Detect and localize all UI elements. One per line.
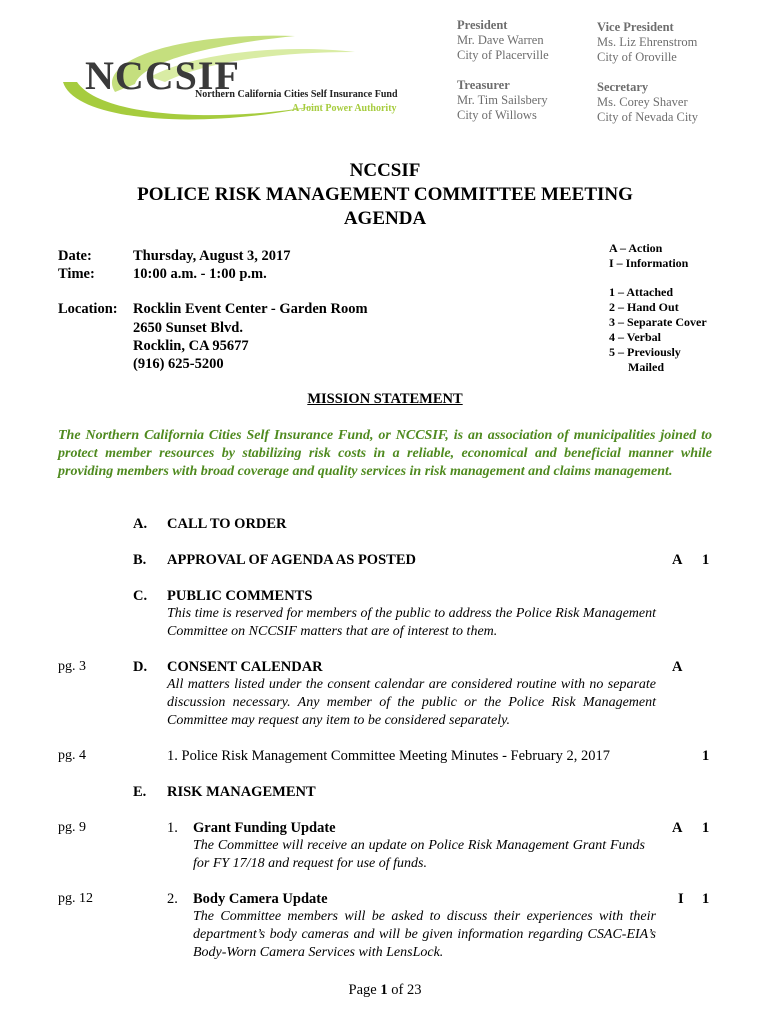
time-value: 10:00 a.m. - 1:00 p.m. — [133, 266, 267, 282]
legend-codes — [609, 241, 707, 375]
footer-page-of: of — [391, 982, 404, 998]
logo-tagline: A Joint Power Authority — [292, 103, 397, 114]
page-footer — [0, 982, 770, 999]
agenda-subitem-minutes: 1. Police Risk Management Committee Meeting Minutes - February 2, 2017 — [167, 748, 610, 764]
location-label: Location: — [58, 301, 118, 317]
officer-name: Mr. Tim Sailsbery — [457, 93, 548, 107]
agenda-desc: This time is reserved for members of the public to address the Police Risk Management Committee on NCCSIF matters that are of interest to them. — [167, 606, 656, 639]
legend-information: I – Information — [609, 256, 689, 270]
officer-city: City of Placerville — [457, 48, 549, 62]
agenda-attach-code: 1 — [702, 820, 710, 836]
logo-wordmark: NCCSIF — [85, 53, 240, 98]
location-address2: Rocklin, CA 95677 — [133, 338, 249, 354]
officer-secretary — [597, 80, 698, 125]
legend-hand-out: 2 – Hand Out — [609, 300, 679, 314]
agenda-type-code: A — [672, 820, 683, 836]
officer-name: Mr. Dave Warren — [457, 33, 544, 47]
agenda-letter: E. — [133, 784, 147, 800]
legend-mailed: Mailed — [628, 360, 664, 374]
time-label: Time: — [58, 266, 95, 282]
page-ref: pg. 12 — [58, 891, 93, 906]
officer-city: City of Nevada City — [597, 110, 699, 124]
agenda-letter: C. — [133, 588, 148, 604]
agenda-desc: All matters listed under the consent calendar are considered routine with no separate discussion necessary. Any member of the public or the Police Risk Management Committee may request any item to be considered separately. — [167, 677, 656, 728]
officer-role: Vice President — [597, 20, 674, 34]
officer-vice-president — [597, 20, 697, 65]
officer-name: Ms. Liz Ehrenstrom — [597, 35, 698, 49]
doc-title-org: NCCSIF — [349, 160, 421, 181]
agenda-attach-code: 1 — [702, 552, 710, 568]
agenda-subitem-grant-funding: Grant Funding Update — [193, 820, 336, 836]
officer-role: Treasurer — [457, 78, 510, 92]
logo-full-name: Northern California Cities Self Insurance Fund — [195, 89, 398, 100]
agenda-title-risk-management: RISK MANAGEMENT — [167, 784, 316, 800]
officer-city: City of Willows — [457, 108, 537, 122]
doc-title-agenda: AGENDA — [343, 208, 427, 229]
date-label: Date: — [58, 248, 92, 264]
agenda-subitem-body-camera: Body Camera Update — [193, 891, 328, 907]
officer-role: Secretary — [597, 80, 649, 94]
agenda-attach-code: 1 — [702, 748, 710, 764]
officer-president — [457, 18, 549, 63]
legend-action: A – Action — [609, 241, 663, 255]
agenda-desc: The Committee will receive an update on Police Risk Management Grant Funds for FY 17/18 and request for use of funds. — [193, 838, 645, 871]
footer-page-total: 23 — [406, 982, 422, 998]
agenda-title-public-comments: PUBLIC COMMENTS — [167, 588, 313, 604]
mission-text: The Northern California Cities Self Insurance Fund, or NCCSIF, is an association of municipalities joined to protect member resources by stabilizing risk costs in a reliable, economical and beneficial manner while providing members with broad coverage and quality services in risk management and claims management. — [58, 428, 712, 479]
agenda-letter: D. — [133, 659, 148, 675]
agenda-type-code: A — [672, 659, 683, 675]
date-value: Thursday, August 3, 2017 — [133, 248, 291, 264]
location-phone: (916) 625-5200 — [133, 356, 224, 372]
agenda-letter: A. — [133, 516, 148, 532]
nccsif-logo — [55, 22, 405, 132]
page-ref: pg. 4 — [58, 748, 86, 763]
mission-heading: MISSION STATEMENT — [307, 391, 463, 407]
legend-previously: 5 – Previously — [609, 345, 681, 359]
agenda-type-code: I — [678, 891, 684, 907]
agenda-title-consent: CONSENT CALENDAR — [167, 659, 323, 675]
page-ref: pg. 3 — [58, 659, 86, 674]
location-address1: 2650 Sunset Blvd. — [133, 320, 243, 336]
agenda-desc: The Committee members will be asked to discuss their experiences with their department’s body cameras and will be given information regarding CSAC-EIA’s Body-Worn Camera Services with LensLock. — [193, 909, 656, 960]
footer-page-num: 1 — [380, 982, 388, 998]
legend-verbal: 4 – Verbal — [609, 330, 662, 344]
footer-page-prefix: Page — [348, 982, 377, 998]
legend-attached: 1 – Attached — [609, 285, 673, 299]
agenda-title-call-to-order: CALL TO ORDER — [167, 516, 287, 532]
officer-name: Ms. Corey Shaver — [597, 95, 688, 109]
doc-title-meeting: POLICE RISK MANAGEMENT COMMITTEE MEETING — [137, 184, 633, 205]
agenda-subitem-num: 1. — [167, 820, 178, 836]
officer-treasurer — [457, 78, 548, 123]
legend-separate-cover: 3 – Separate Cover — [609, 315, 707, 329]
agenda-attach-code: 1 — [702, 891, 710, 907]
officer-role: President — [457, 18, 508, 32]
agenda-letter: B. — [133, 552, 147, 568]
agenda-type-code: A — [672, 552, 683, 568]
location-name: Rocklin Event Center - Garden Room — [133, 301, 368, 317]
officer-city: City of Oroville — [597, 50, 677, 64]
page-ref: pg. 9 — [58, 820, 86, 835]
agenda-subitem-num: 2. — [167, 891, 178, 907]
agenda-title-approval: APPROVAL OF AGENDA AS POSTED — [167, 552, 416, 568]
